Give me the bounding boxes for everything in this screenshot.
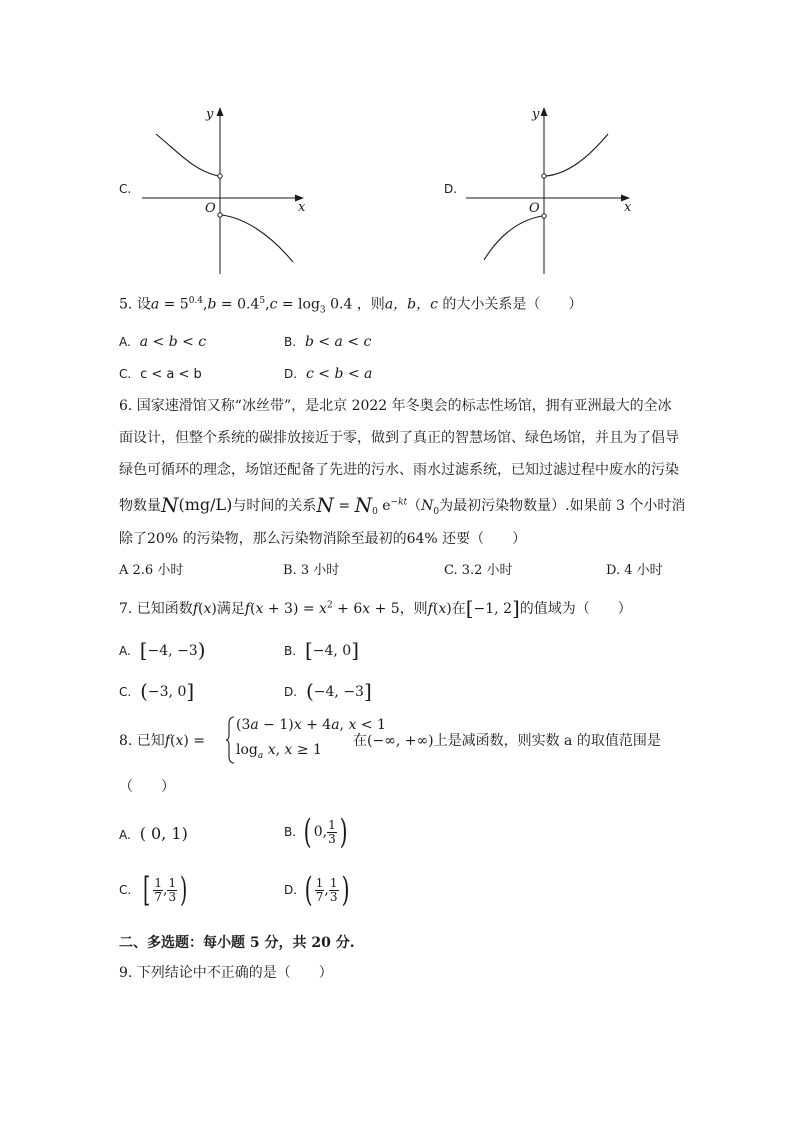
question-8-lead: 8. 已知f(x) = bbox=[119, 733, 206, 749]
q6-line-3: 绿色可循环的理念，场馆还配备了先进的污水、雨水过滤系统，已知过滤过程中废水的污染 bbox=[119, 462, 679, 478]
question-7: 7. 已知函数f(x)满足$f(x + 3) = x^2 + 6x + 5$，则f(x)在[−1, 2]的值域为（ ） bbox=[119, 596, 632, 620]
q6-option-c[interactable]: C. 3.2 小时 bbox=[444, 563, 513, 578]
x-axis-label: x bbox=[624, 200, 632, 215]
q6-line-1: 6. 国家速滑馆又称“冰丝带”，是北京 2022 年冬奥会的标志性场馆，拥有亚洲最大的全冰 bbox=[119, 398, 672, 414]
q6-option-d[interactable]: D. 4 小时 bbox=[606, 563, 663, 578]
q6-line-5: 除了20% 的污染物，那么污染物消除至最初的64% 还要（ ） bbox=[119, 531, 527, 547]
x-axis-label: x bbox=[298, 200, 306, 215]
origin-label: O bbox=[205, 201, 216, 216]
q6-option-b[interactable]: B. 3 小时 bbox=[283, 563, 340, 578]
piecewise-case-1: (3a − 1)x + 4a, x < 1 bbox=[236, 717, 386, 733]
question-9: 9. 下列结论中不正确的是（ ） bbox=[119, 965, 333, 981]
q5-option-c[interactable]: C. c < a < b bbox=[119, 367, 202, 382]
q5-option-d[interactable]: D. c < b < a bbox=[284, 366, 373, 382]
q6-line-4: 物数量N(mg/L)与时间的关系$N = N_0$ $e^{-kt}(N_0$为最初污染物数量）.如果前 3 个小时消 bbox=[119, 493, 686, 517]
q7-option-c[interactable]: C. (−3, 0] bbox=[119, 679, 195, 703]
q8-option-a[interactable]: A. ( 0, 1) bbox=[119, 824, 188, 843]
option-c-label: C. bbox=[119, 182, 132, 196]
q5-option-a[interactable]: A. a < b < c bbox=[119, 334, 207, 350]
question-8-tail: 在(−∞, +∞)上是减函数，则实数 a 的取值范围是 bbox=[353, 733, 661, 749]
graph-option-d bbox=[462, 104, 636, 278]
question-5: 5. 设$a = 5^{0.4},b = 0.4^5,c = \log_3 0.4$ ，则a，b，c 的大小关系是（ ） bbox=[119, 296, 583, 316]
q7-option-b[interactable]: B. [−4, 0] bbox=[284, 638, 360, 662]
q7-option-d[interactable]: D. (−4, −3] bbox=[284, 679, 372, 703]
piecewise-brace bbox=[226, 716, 236, 768]
q5-option-b[interactable]: B. b < a < c bbox=[284, 334, 372, 350]
option-d-label: D. bbox=[444, 182, 458, 196]
q6-line-2: 面设计，但整个系统的碳排放接近于零，做到了真正的智慧场馆、绿色场馆，并且为了倡导 bbox=[119, 430, 679, 446]
q7-option-a[interactable]: A. [−4, −3) bbox=[119, 638, 206, 662]
y-axis-label: y bbox=[206, 107, 214, 122]
piecewise-case-2: $\log_a x$, x ≥ 1 bbox=[236, 742, 322, 761]
q6-option-a[interactable]: A 2.6 小时 bbox=[119, 563, 184, 578]
y-axis-label: y bbox=[532, 107, 540, 122]
q8-option-c[interactable]: C. [ $\frac{1}{7}$ , $\frac{1}{3}$ ) bbox=[119, 870, 188, 910]
section-heading-multiple-choice: 二、多选题：每小题 5 分，共 20 分. bbox=[119, 935, 355, 951]
origin-label: O bbox=[529, 201, 540, 216]
q8-option-d[interactable]: D. ( $\frac{1}{7}$ , $\frac{1}{3}$ ) bbox=[284, 870, 350, 910]
graph-option-c bbox=[138, 104, 308, 278]
q8-option-b[interactable]: B. ( 0, $\frac{1}{3}$ ) bbox=[284, 812, 348, 852]
q8-answer-paren: （ ） bbox=[119, 779, 175, 795]
